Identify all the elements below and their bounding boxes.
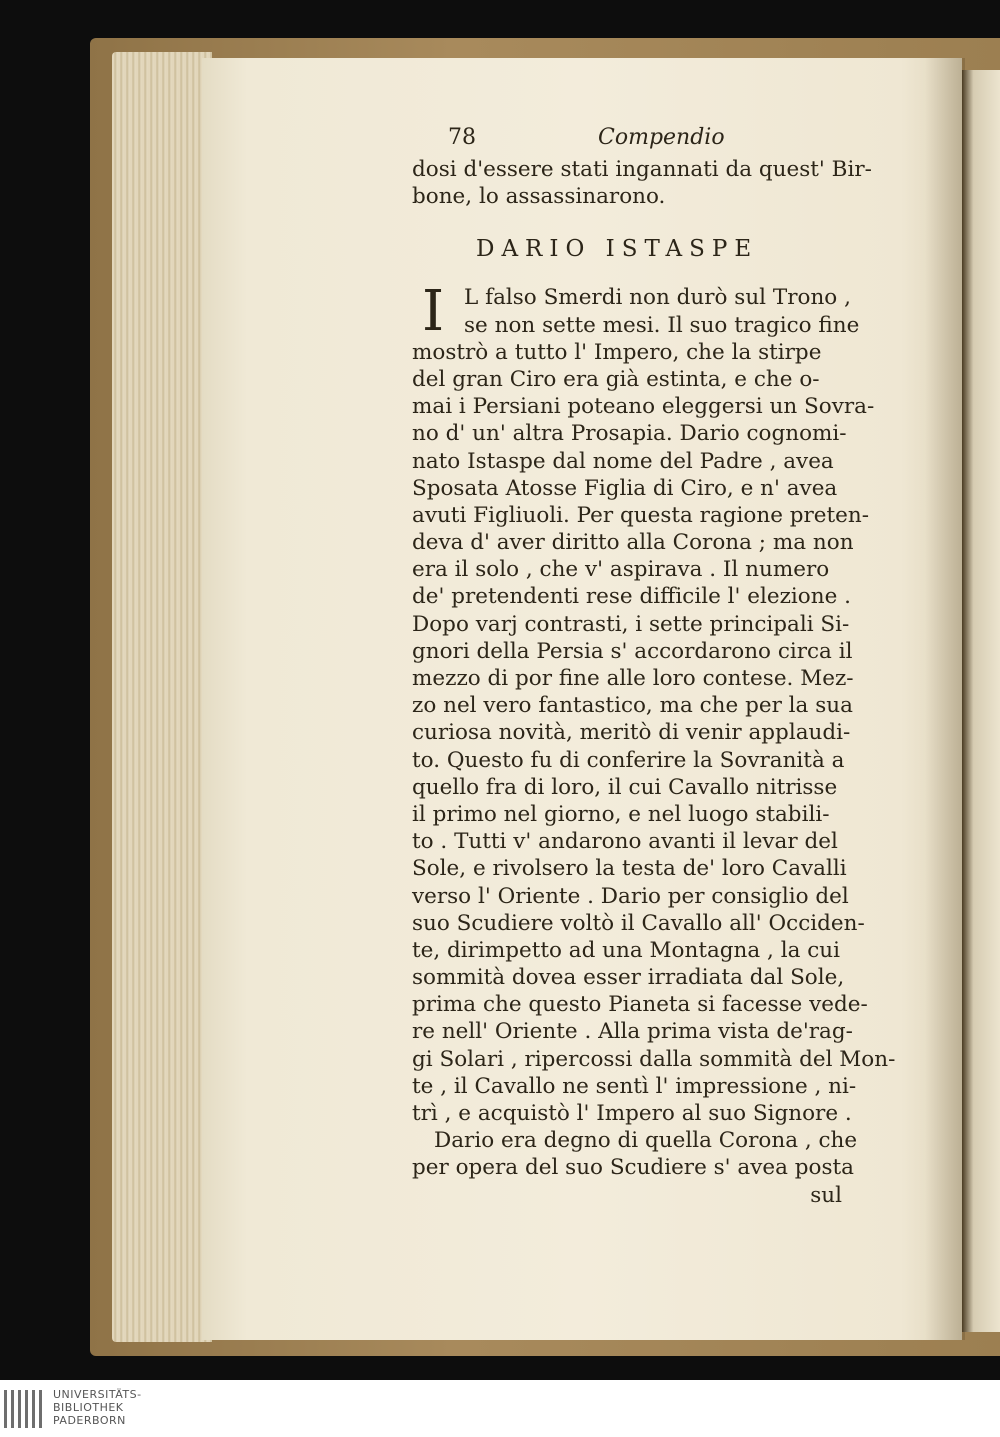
library-logo-icon — [4, 1390, 44, 1428]
text-line: deva d' aver diritto alla Corona ; ma non — [412, 530, 854, 556]
text-line: L falso Smerdi non durò sul Trono , — [464, 285, 851, 311]
text-line: se non sette mesi. Il suo tragico fine — [464, 312, 860, 338]
paragraph-1-lines — [412, 279, 900, 1127]
text-line: prima che questo Pianeta si facesse vede- — [412, 992, 868, 1018]
text-line: Dopo varj contrasti, i sette principali Si- — [412, 611, 850, 637]
text-line: bone, lo assassinarono. — [412, 184, 666, 210]
text-line: mostrò a tutto l' Impero, che la stirpe — [412, 339, 822, 365]
logo-line: UNIVERSITÄTS- — [53, 1388, 142, 1401]
page-text — [412, 126, 900, 1209]
text-line: no d' un' altra Prosapia. Dario cognomi- — [412, 421, 847, 447]
running-title: Compendio — [598, 125, 725, 150]
page-number: 78 — [448, 125, 476, 150]
text-line: dosi d'essere stati ingannati da quest' Bir- — [412, 157, 872, 182]
continued-text — [412, 156, 900, 210]
drop-cap: I — [422, 279, 445, 345]
catchword: sul — [810, 1182, 842, 1208]
text-line: to. Questo fu di conferire la Sovranità a — [412, 747, 845, 773]
text-line: avuti Figliuoli. Per questa ragione preten- — [412, 502, 870, 528]
text-line: suo Scudiere voltò il Cavallo all' Occiden- — [412, 910, 865, 936]
text-line: trì , e acquistò l' Impero al suo Signore . — [412, 1101, 852, 1126]
text-line: sommità dovea esser irradiata dal Sole, — [412, 965, 845, 991]
text-line: Sole, e rivolsero la testa de' loro Cavalli — [412, 856, 847, 882]
running-head — [412, 126, 900, 156]
paragraph-1 — [412, 279, 900, 1127]
text-line: Sposata Atosse Figlia di Ciro, e n' avea — [412, 475, 838, 501]
text-line: te , il Cavallo ne sentì l' impressione , ni- — [412, 1073, 857, 1099]
logo-line: BIBLIOTHEK — [53, 1401, 124, 1414]
text-line: gi Solari , ripercossi dalla sommità del Mon- — [412, 1046, 896, 1072]
text-line: per opera del suo Scudiere s' avea posta — [412, 1155, 854, 1181]
text-line: del gran Ciro era già estinta, e che o- — [412, 366, 820, 392]
library-logo-text — [53, 1388, 142, 1427]
text-line: nato Istaspe dal nome del Padre , avea — [412, 448, 834, 474]
page-edges — [112, 52, 212, 1342]
text-line: gnori della Persia s' accordarono circa il — [412, 638, 853, 664]
text-line: mai i Persiani poteano eleggersi un Sovra- — [412, 394, 875, 420]
text-line: era il solo , che v' aspirava . Il numero — [412, 557, 830, 583]
text-line: te, dirimpetto ad una Montagna , la cui — [412, 937, 841, 963]
text-line: to . Tutti v' andarono avanti il levar del — [412, 829, 838, 855]
text-line: curiosa novità, meritò di venir applaudi- — [412, 720, 851, 746]
section-heading: DARIO ISTASPE — [476, 236, 759, 263]
text-line: quello fra di loro, il cui Cavallo nitrisse — [412, 774, 838, 800]
gutter-shadow — [925, 58, 965, 1340]
text-line: re nell' Oriente . Alla prima vista de'rag- — [412, 1019, 853, 1045]
logo-line: PADERBORN — [53, 1414, 126, 1427]
text-line: Dario era degno di quella Corona , che — [434, 1128, 858, 1154]
facing-page-edge — [962, 70, 1000, 1332]
text-line: de' pretendenti rese difficile l' elezione . — [412, 584, 851, 610]
text-line: verso l' Oriente . Dario per consiglio del — [412, 883, 849, 909]
text-line: mezzo di por fine alle loro contese. Mez- — [412, 666, 854, 691]
library-logo — [0, 1380, 1000, 1437]
paragraph-2 — [412, 1127, 900, 1181]
text-line: zo nel vero fantastico, ma che per la sua — [412, 693, 853, 719]
text-line: il primo nel giorno, e nel luogo stabili- — [412, 801, 830, 827]
